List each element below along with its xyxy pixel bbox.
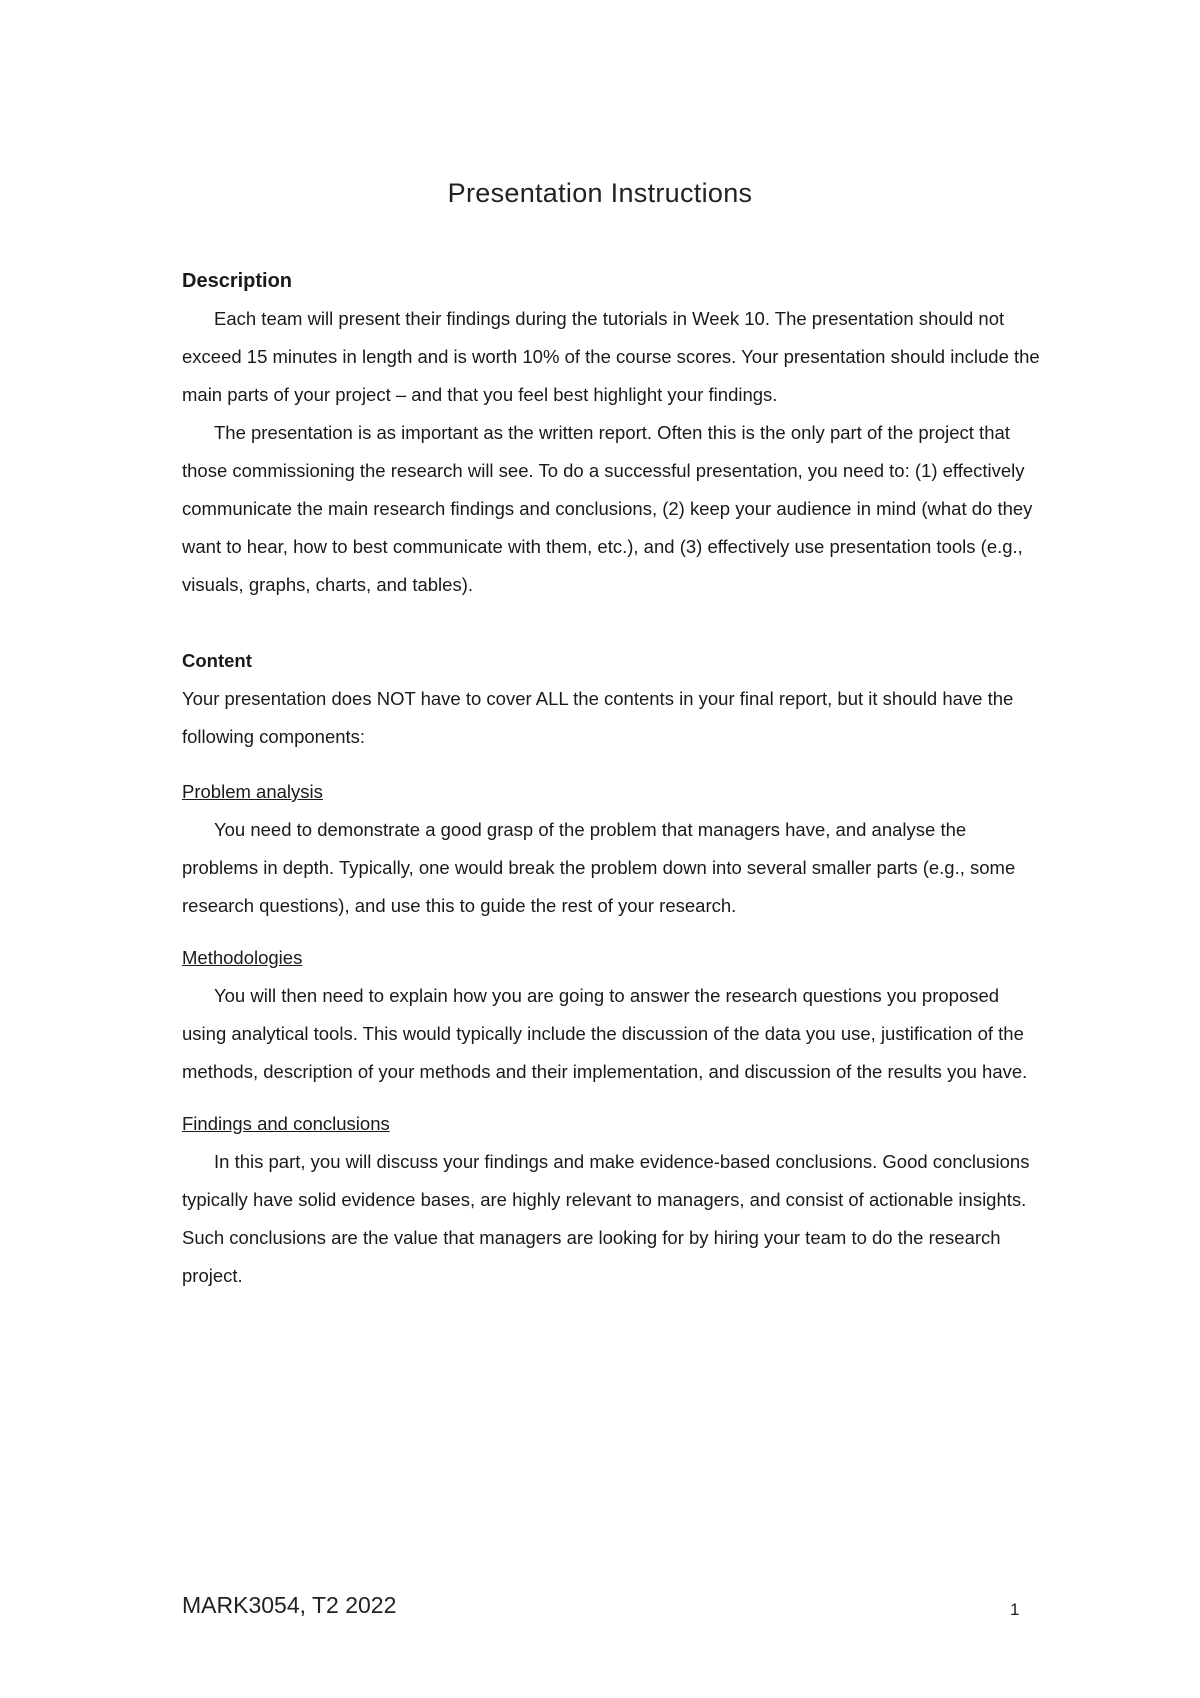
page-title: Presentation Instructions	[447, 178, 753, 208]
footer-page-number: 1	[1010, 1600, 1020, 1619]
description-paragraph-2: The presentation is as important as the written report. Often this is the only part of the project that those commissioning the research will see. To do a successful presentation, you need to: (1) effectively communicate the main research findings and conclusions, (2) keep your audience in mind (what do they want to hear, how to best communicate with them, etc.), and (3) effectively use presentation tools (e.g., visuals, graphs, charts, and tables).	[182, 422, 1033, 595]
description-paragraph-1: Each team will present their findings during the tutorials in Week 10. The presentation should not exceed 15 minutes in length and is worth 10% of the course scores. Your presentation should include the main parts of your project – and that you feel best highlight your findings.	[182, 308, 1040, 405]
document-body	[182, 262, 1042, 1295]
content-intro: Your presentation does NOT have to cover ALL the contents in your final report, but it should have the following components:	[182, 688, 1014, 747]
subsection-spacer	[182, 756, 1042, 773]
methodologies-text: You will then need to explain how you are going to answer the research questions you proposed using analytical tools. This would typically include the discussion of the data you use, justification of the methods, description of your methods and their implementation, and discussion of the results you have.	[182, 985, 1028, 1082]
content-heading: Content	[182, 650, 252, 671]
problem-analysis-text: You need to demonstrate a good grasp of the problem that managers have, and analyse the problems in depth. Typically, one would break the problem down into several smaller parts (e.g., some research questions), and use this to guide the rest of your research.	[182, 819, 1016, 916]
subsection-spacer	[182, 925, 1042, 939]
findings-text: In this part, you will discuss your findings and make evidence-based conclusions. Good conclusions typically have solid evidence bases, are highly relevant to managers, and consist of actionable insights. Such conclusions are the value that managers are looking for by hiring your team to do the research project.	[182, 1151, 1030, 1286]
problem-analysis-heading: Problem analysis	[182, 781, 323, 802]
subsection-spacer	[182, 1091, 1042, 1105]
methodologies-heading: Methodologies	[182, 947, 303, 968]
description-heading: Description	[182, 270, 293, 292]
findings-heading: Findings and conclusions	[182, 1113, 390, 1134]
footer-course-label: MARK3054, T2 2022	[182, 1592, 397, 1618]
section-spacer	[182, 604, 1042, 642]
